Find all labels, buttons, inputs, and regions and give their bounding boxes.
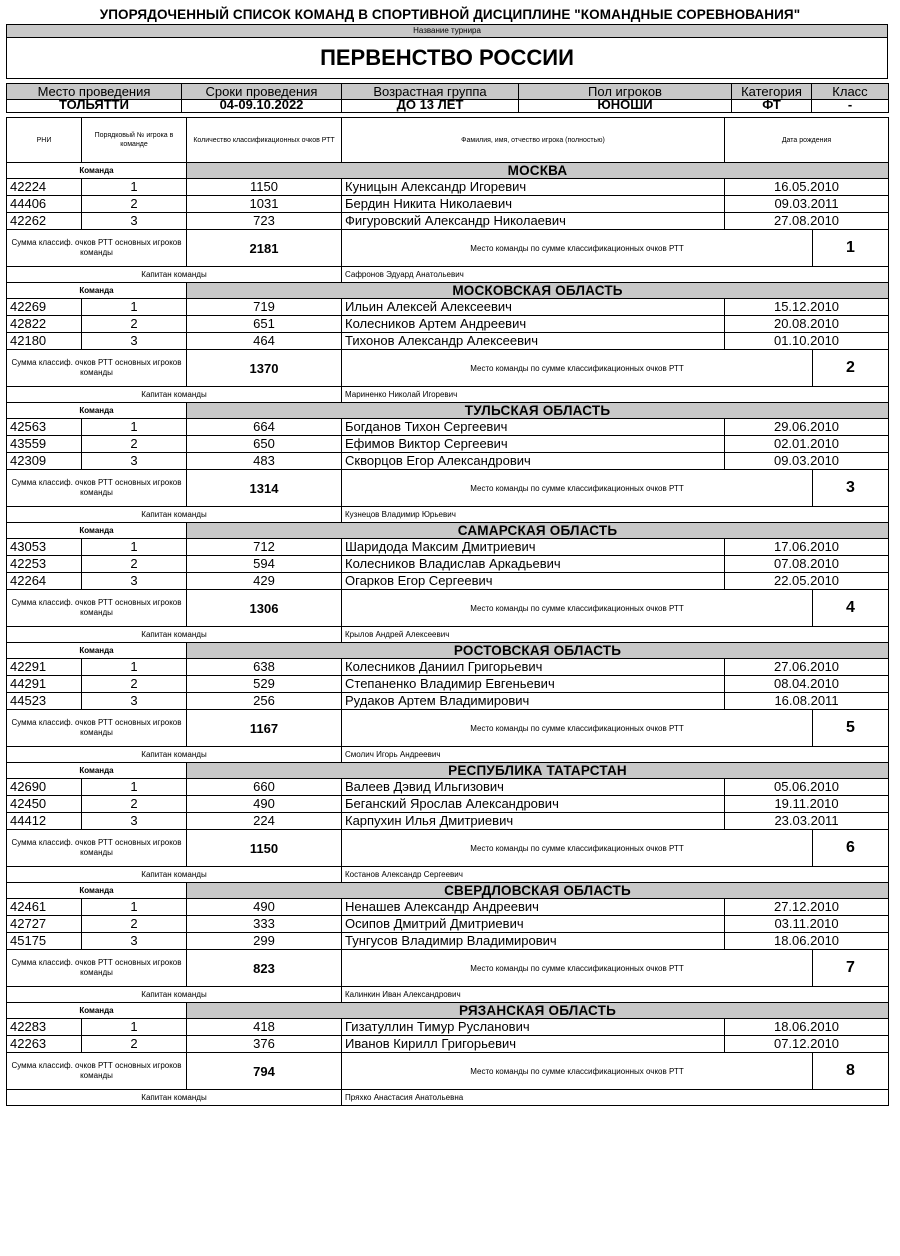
info-dates: 04-09.10.2022 (182, 100, 342, 113)
player-fio: Беганский Ярослав Александрович (342, 796, 725, 813)
team-place: 3 (813, 470, 889, 507)
info-gender: ЮНОШИ (519, 100, 732, 113)
team-summary-row (7, 1053, 889, 1090)
captain-row (7, 387, 889, 403)
player-seq: 3 (82, 933, 187, 950)
player-points: 464 (187, 333, 342, 350)
captain-row (7, 627, 889, 643)
player-rni: 42563 (7, 419, 82, 436)
sum-label: Сумма классиф. очков РТТ основных игроков команды (7, 350, 187, 387)
player-points: 333 (187, 916, 342, 933)
player-seq: 1 (82, 779, 187, 796)
player-fio: Колесников Артем Андреевич (342, 316, 725, 333)
team-label: Команда (7, 1003, 187, 1019)
captain-label: Капитан команды (7, 507, 342, 523)
player-rni: 42180 (7, 333, 82, 350)
player-seq: 3 (82, 333, 187, 350)
captain-name: Кузнецов Владимир Юрьевич (342, 507, 889, 523)
player-rni: 42727 (7, 916, 82, 933)
player-points: 723 (187, 213, 342, 230)
player-dob: 09.03.2010 (725, 453, 889, 470)
team-header-row (7, 523, 889, 539)
place-label: Место команды по сумме классификационных очков РТТ (342, 710, 813, 747)
player-dob: 23.03.2011 (725, 813, 889, 830)
player-points: 418 (187, 1019, 342, 1036)
team-name: МОСКВА (187, 163, 889, 179)
player-seq: 3 (82, 453, 187, 470)
team-summary-row (7, 590, 889, 627)
team-header-row (7, 403, 889, 419)
player-points: 1031 (187, 196, 342, 213)
player-fio: Богданов Тихон Сергеевич (342, 419, 725, 436)
place-label: Место команды по сумме классификационных очков РТТ (342, 350, 813, 387)
team-label: Команда (7, 763, 187, 779)
player-points: 483 (187, 453, 342, 470)
player-seq: 2 (82, 316, 187, 333)
player-points: 651 (187, 316, 342, 333)
player-seq: 2 (82, 196, 187, 213)
player-fio: Колесников Владислав Аркадьевич (342, 556, 725, 573)
player-dob: 03.11.2010 (725, 916, 889, 933)
place-label: Место команды по сумме классификационных очков РТТ (342, 950, 813, 987)
tournament-block (6, 24, 888, 79)
team-name: САМАРСКАЯ ОБЛАСТЬ (187, 523, 889, 539)
player-row (7, 933, 889, 950)
player-points: 529 (187, 676, 342, 693)
player-row (7, 419, 889, 436)
player-rni: 42224 (7, 179, 82, 196)
player-dob: 22.05.2010 (725, 573, 889, 590)
captain-row (7, 507, 889, 523)
info-header-class: Класс (812, 84, 889, 100)
player-fio: Гизатуллин Тимур Русланович (342, 1019, 725, 1036)
captain-label: Капитан команды (7, 627, 342, 643)
player-seq: 2 (82, 436, 187, 453)
player-dob: 16.05.2010 (725, 179, 889, 196)
team-place: 1 (813, 230, 889, 267)
team-sum: 1150 (187, 830, 342, 867)
player-fio: Тунгусов Владимир Владимирович (342, 933, 725, 950)
captain-row (7, 267, 889, 283)
captain-label: Капитан команды (7, 747, 342, 763)
player-row (7, 779, 889, 796)
player-rni: 42263 (7, 1036, 82, 1053)
player-seq: 1 (82, 1019, 187, 1036)
player-row (7, 1019, 889, 1036)
player-dob: 27.06.2010 (725, 659, 889, 676)
team-label: Команда (7, 643, 187, 659)
player-seq: 2 (82, 796, 187, 813)
team-name: ТУЛЬСКАЯ ОБЛАСТЬ (187, 403, 889, 419)
player-fio: Бердин Никита Николаевич (342, 196, 725, 213)
captain-name: Крылов Андрей Алексеевич (342, 627, 889, 643)
team-summary-row (7, 950, 889, 987)
player-fio: Ильин Алексей Алексеевич (342, 299, 725, 316)
player-rni: 43053 (7, 539, 82, 556)
player-fio: Ненашев Александр Андреевич (342, 899, 725, 916)
player-rni: 42269 (7, 299, 82, 316)
player-dob: 18.06.2010 (725, 1019, 889, 1036)
team-place: 2 (813, 350, 889, 387)
captain-label: Капитан команды (7, 867, 342, 883)
place-label: Место команды по сумме классификационных очков РТТ (342, 590, 813, 627)
player-dob: 20.08.2010 (725, 316, 889, 333)
player-dob: 27.08.2010 (725, 213, 889, 230)
player-row (7, 299, 889, 316)
captain-row (7, 747, 889, 763)
player-rni: 42461 (7, 899, 82, 916)
player-row (7, 693, 889, 710)
tournament-label: Название турнира (7, 25, 888, 38)
player-row (7, 1036, 889, 1053)
player-rni: 44406 (7, 196, 82, 213)
player-points: 1150 (187, 179, 342, 196)
player-rni: 42283 (7, 1019, 82, 1036)
player-row (7, 659, 889, 676)
player-seq: 3 (82, 813, 187, 830)
team-sum: 1167 (187, 710, 342, 747)
player-points: 224 (187, 813, 342, 830)
sum-label: Сумма классиф. очков РТТ основных игроков команды (7, 230, 187, 267)
info-header-category: Категория (732, 84, 812, 100)
player-dob: 05.06.2010 (725, 779, 889, 796)
info-header-venue: Место проведения (7, 84, 182, 100)
captain-label: Капитан команды (7, 387, 342, 403)
player-fio: Огарков Егор Сергеевич (342, 573, 725, 590)
col-dob: Дата рождения (725, 118, 889, 163)
player-rni: 42690 (7, 779, 82, 796)
team-header-row (7, 283, 889, 299)
player-fio: Тихонов Александр Алексеевич (342, 333, 725, 350)
player-fio: Шаридода Максим Дмитриевич (342, 539, 725, 556)
player-dob: 19.11.2010 (725, 796, 889, 813)
info-table (6, 83, 889, 113)
team-sum: 1306 (187, 590, 342, 627)
team-name: РЕСПУБЛИКА ТАТАРСТАН (187, 763, 889, 779)
player-row (7, 916, 889, 933)
player-row (7, 813, 889, 830)
team-sum: 2181 (187, 230, 342, 267)
team-summary-row (7, 230, 889, 267)
player-dob: 18.06.2010 (725, 933, 889, 950)
sum-label: Сумма классиф. очков РТТ основных игроков команды (7, 830, 187, 867)
player-seq: 2 (82, 556, 187, 573)
player-row (7, 539, 889, 556)
player-row (7, 333, 889, 350)
player-seq: 2 (82, 1036, 187, 1053)
team-summary-row (7, 830, 889, 867)
player-fio: Куницын Александр Игоревич (342, 179, 725, 196)
team-place: 5 (813, 710, 889, 747)
team-sum: 1314 (187, 470, 342, 507)
team-label: Команда (7, 403, 187, 419)
player-dob: 29.06.2010 (725, 419, 889, 436)
player-rni: 42262 (7, 213, 82, 230)
player-rni: 43559 (7, 436, 82, 453)
col-fio: Фамилия, имя, отчество игрока (полностью) (342, 118, 725, 163)
team-label: Команда (7, 883, 187, 899)
player-points: 376 (187, 1036, 342, 1053)
captain-name: Костанов Александр Сергеевич (342, 867, 889, 883)
player-seq: 1 (82, 419, 187, 436)
team-name: СВЕРДЛОВСКАЯ ОБЛАСТЬ (187, 883, 889, 899)
captain-label: Капитан команды (7, 1090, 342, 1106)
player-fio: Карпухин Илья Дмитриевич (342, 813, 725, 830)
captain-name: Сафронов Эдуард Анатольевич (342, 267, 889, 283)
player-rni: 42264 (7, 573, 82, 590)
place-label: Место команды по сумме классификационных очков РТТ (342, 1053, 813, 1090)
info-header-gender: Пол игроков (519, 84, 732, 100)
player-seq: 1 (82, 659, 187, 676)
player-dob: 17.06.2010 (725, 539, 889, 556)
info-header-age: Возрастная группа (342, 84, 519, 100)
player-seq: 3 (82, 693, 187, 710)
col-points: Количество классификационных очков РТТ (187, 118, 342, 163)
player-rni: 42822 (7, 316, 82, 333)
player-points: 712 (187, 539, 342, 556)
player-seq: 1 (82, 899, 187, 916)
team-place: 6 (813, 830, 889, 867)
team-name: РОСТОВСКАЯ ОБЛАСТЬ (187, 643, 889, 659)
team-summary-row (7, 470, 889, 507)
team-sum: 1370 (187, 350, 342, 387)
player-row (7, 316, 889, 333)
player-rni: 42450 (7, 796, 82, 813)
column-header-row (7, 118, 889, 163)
player-seq: 3 (82, 573, 187, 590)
player-dob: 15.12.2010 (725, 299, 889, 316)
col-rni: РНИ (7, 118, 82, 163)
team-name: РЯЗАНСКАЯ ОБЛАСТЬ (187, 1003, 889, 1019)
place-label: Место команды по сумме классификационных очков РТТ (342, 470, 813, 507)
captain-row (7, 867, 889, 883)
player-fio: Колесников Даниил Григорьевич (342, 659, 725, 676)
team-header-row (7, 1003, 889, 1019)
player-row (7, 436, 889, 453)
sum-label: Сумма классиф. очков РТТ основных игроков команды (7, 950, 187, 987)
player-row (7, 213, 889, 230)
team-label: Команда (7, 283, 187, 299)
captain-label: Капитан команды (7, 267, 342, 283)
info-class: - (812, 100, 889, 113)
player-rni: 42309 (7, 453, 82, 470)
player-points: 429 (187, 573, 342, 590)
player-fio: Осипов Дмитрий Дмитриевич (342, 916, 725, 933)
player-row (7, 453, 889, 470)
player-points: 594 (187, 556, 342, 573)
team-header-row (7, 163, 889, 179)
player-dob: 08.04.2010 (725, 676, 889, 693)
info-venue: ТОЛЬЯТТИ (7, 100, 182, 113)
player-fio: Фигуровский Александр Николаевич (342, 213, 725, 230)
team-label: Команда (7, 523, 187, 539)
sum-label: Сумма классиф. очков РТТ основных игроков команды (7, 710, 187, 747)
player-dob: 09.03.2011 (725, 196, 889, 213)
team-summary-row (7, 710, 889, 747)
team-label: Команда (7, 163, 187, 179)
document-title: УПОРЯДОЧЕННЫЙ СПИСОК КОМАНД В СПОРТИВНОЙ ДИСЦИПЛИНЕ "КОМАНДНЫЕ СОРЕВНОВАНИЯ" (99, 7, 801, 22)
player-fio: Ефимов Виктор Сергеевич (342, 436, 725, 453)
tournament-name: ПЕРВЕНСТВО РОССИИ (7, 38, 888, 79)
sum-label: Сумма классиф. очков РТТ основных игроков команды (7, 590, 187, 627)
place-label: Место команды по сумме классификационных очков РТТ (342, 230, 813, 267)
player-dob: 07.08.2010 (725, 556, 889, 573)
team-header-row (7, 883, 889, 899)
player-row (7, 796, 889, 813)
place-label: Место команды по сумме классификационных очков РТТ (342, 830, 813, 867)
captain-name: Мариненко Николай Игоревич (342, 387, 889, 403)
player-points: 664 (187, 419, 342, 436)
player-points: 256 (187, 693, 342, 710)
team-place: 7 (813, 950, 889, 987)
player-seq: 1 (82, 539, 187, 556)
player-seq: 1 (82, 179, 187, 196)
info-age: ДО 13 ЛЕТ (342, 100, 519, 113)
col-seq: Порядковый № игрока в команде (82, 118, 187, 163)
captain-name: Калинкин Иван Александрович (342, 987, 889, 1003)
player-dob: 01.10.2010 (725, 333, 889, 350)
captain-label: Капитан команды (7, 987, 342, 1003)
player-fio: Рудаков Артем Владимирович (342, 693, 725, 710)
player-points: 719 (187, 299, 342, 316)
sum-label: Сумма классиф. очков РТТ основных игроков команды (7, 470, 187, 507)
player-row (7, 676, 889, 693)
document-page (6, 0, 894, 1106)
team-place: 8 (813, 1053, 889, 1090)
player-row (7, 556, 889, 573)
captain-row (7, 1090, 889, 1106)
player-rni: 44412 (7, 813, 82, 830)
player-dob: 02.01.2010 (725, 436, 889, 453)
player-rni: 45175 (7, 933, 82, 950)
player-points: 490 (187, 899, 342, 916)
player-points: 660 (187, 779, 342, 796)
team-header-row (7, 763, 889, 779)
teams-table (6, 117, 889, 1106)
info-category: ФТ (732, 100, 812, 113)
sum-label: Сумма классиф. очков РТТ основных игроков команды (7, 1053, 187, 1090)
team-header-row (7, 643, 889, 659)
player-fio: Скворцов Егор Александрович (342, 453, 725, 470)
player-dob: 27.12.2010 (725, 899, 889, 916)
player-seq: 3 (82, 213, 187, 230)
player-points: 650 (187, 436, 342, 453)
info-header-dates: Сроки проведения (182, 84, 342, 100)
player-dob: 16.08.2011 (725, 693, 889, 710)
player-rni: 44291 (7, 676, 82, 693)
player-seq: 2 (82, 676, 187, 693)
player-dob: 07.12.2010 (725, 1036, 889, 1053)
player-points: 638 (187, 659, 342, 676)
team-sum: 823 (187, 950, 342, 987)
team-place: 4 (813, 590, 889, 627)
captain-name: Пряхко Анастасия Анатольевна (342, 1090, 889, 1106)
team-name: МОСКОВСКАЯ ОБЛАСТЬ (187, 283, 889, 299)
player-seq: 2 (82, 916, 187, 933)
player-rni: 42291 (7, 659, 82, 676)
team-summary-row (7, 350, 889, 387)
player-rni: 42253 (7, 556, 82, 573)
player-row (7, 179, 889, 196)
player-row (7, 196, 889, 213)
player-fio: Степаненко Владимир Евгеньевич (342, 676, 725, 693)
captain-row (7, 987, 889, 1003)
player-row (7, 573, 889, 590)
player-rni: 44523 (7, 693, 82, 710)
captain-name: Смолич Игорь Андреевич (342, 747, 889, 763)
player-points: 490 (187, 796, 342, 813)
team-sum: 794 (187, 1053, 342, 1090)
player-row (7, 899, 889, 916)
player-points: 299 (187, 933, 342, 950)
player-fio: Валеев Дэвид Ильгизович (342, 779, 725, 796)
player-fio: Иванов Кирилл Григорьевич (342, 1036, 725, 1053)
player-seq: 1 (82, 299, 187, 316)
